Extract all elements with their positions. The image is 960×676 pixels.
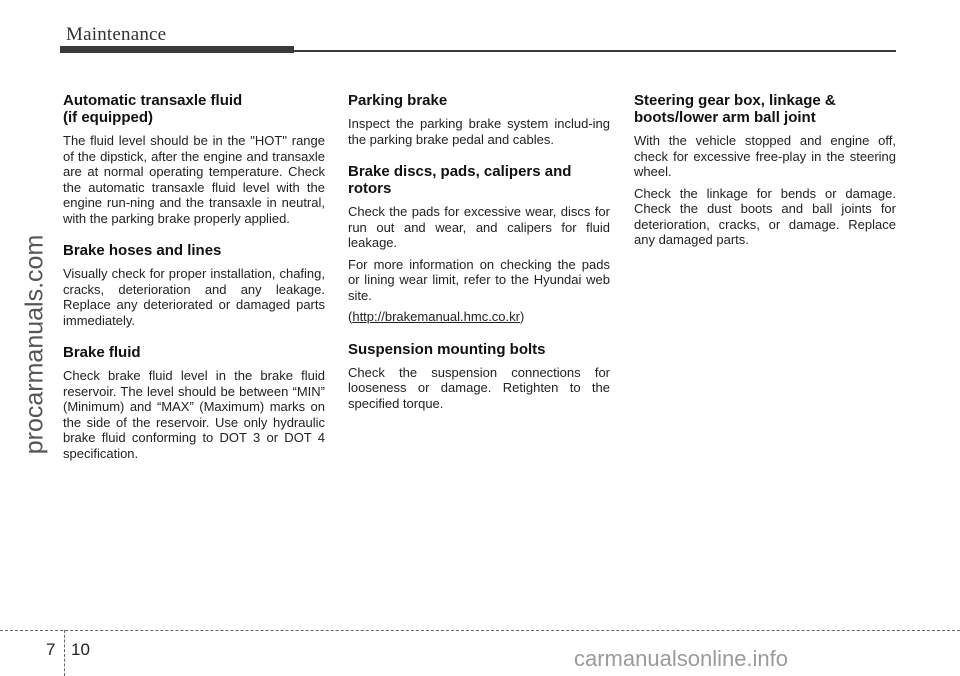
- section-brake-hoses-and-lines: [63, 242, 325, 328]
- link-open-paren: (: [348, 309, 353, 324]
- section-title: Brake fluid: [63, 344, 141, 361]
- section-title: Suspension mounting bolts: [348, 340, 546, 358]
- section-steering-gear-box: [634, 92, 896, 248]
- section-parking-brake: [348, 92, 610, 147]
- section-paragraph: The fluid level should be in the "HOT" range of the dipstick, after the engine and transaxle are at normal operating temperature. Check the automatic transaxle fluid level with the engine run-ning and the transaxle in neutral, with the parking brake properly applied.: [63, 133, 325, 226]
- side-watermark: procarmanuals.com: [20, 234, 49, 455]
- section-paragraph: Check brake fluid level in the brake fluid reservoir. The level should be between “MIN” (Minimum) and “MAX” (Maximum) marks on the side of the reservoir. Use only hydraulic brake fluid conforming to DOT 3 or DOT 4 specification.: [63, 368, 325, 461]
- column-1: [63, 92, 325, 477]
- bottom-watermark: carmanualsonline.info: [574, 646, 789, 671]
- section-paragraph: For more information on checking the pads or lining wear limit, refer to the Hyundai web site.: [348, 256, 610, 303]
- section-title: Parking brake: [348, 92, 448, 109]
- page-number: 10: [71, 640, 90, 659]
- section-title: Brake hoses and lines: [63, 242, 222, 259]
- page-header-title: Maintenance: [66, 24, 167, 45]
- column-2: [348, 92, 610, 427]
- section-title: Steering gear box, linkage & boots/lower arm ball joint: [634, 92, 836, 126]
- section-title: Brake discs, pads, calipers and rotors: [348, 163, 572, 197]
- section-brake-fluid: [63, 344, 325, 461]
- link-close-paren: ): [519, 309, 525, 324]
- header-rule: [294, 50, 896, 52]
- footer-rule: [0, 630, 960, 631]
- section-title: Automatic transaxle fluid (if equipped): [63, 92, 243, 126]
- section-paragraph: With the vehicle stopped and engine off, check for excessive free-play in the steering wheel.: [634, 133, 896, 179]
- section-paragraph: Inspect the parking brake system includ-ing the parking brake pedal and cables.: [348, 116, 610, 147]
- section-brake-discs: [348, 163, 610, 325]
- brake-manual-link[interactable]: http://brakemanual.hmc.co.kr: [352, 309, 520, 324]
- section-automatic-transaxle-fluid: [63, 92, 325, 226]
- link-paragraph: [348, 309, 610, 325]
- section-suspension-mounting-bolts: [348, 341, 610, 412]
- section-paragraph: Check the linkage for bends or damage. Check the dust boots and ball joints for deterioration, cracks, or damage. Replace any damaged parts.: [634, 185, 896, 247]
- section-paragraph: Visually check for proper installation, chafing, cracks, deterioration and any leakage. Replace any deteriorated or damaged parts immediately.: [63, 266, 325, 328]
- section-paragraph: Check the pads for excessive wear, discs for run out and wear, and calipers for fluid leakage.: [348, 204, 610, 250]
- section-paragraph: Check the suspension connections for looseness or damage. Retighten to the specified torque.: [348, 364, 610, 411]
- column-3: [634, 92, 896, 264]
- header-accent-bar: [60, 46, 294, 53]
- chapter-number: 7: [46, 640, 56, 659]
- footer-divider: [64, 630, 65, 676]
